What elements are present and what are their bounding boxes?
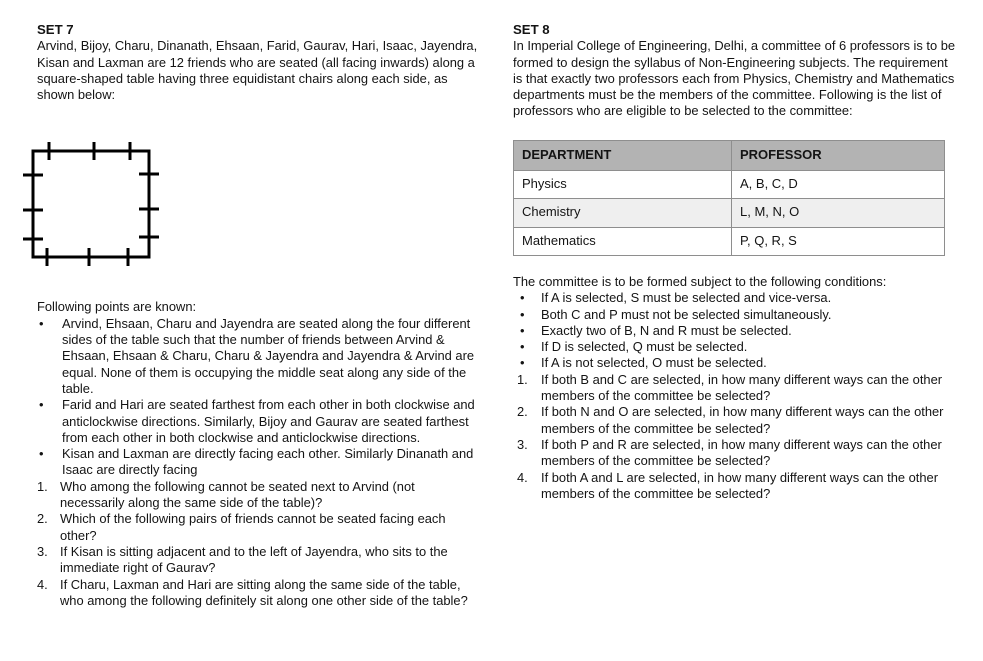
bullet-marker: • bbox=[520, 339, 525, 355]
bullet-marker: • bbox=[520, 355, 525, 371]
set7-title: SET 7 bbox=[37, 22, 74, 37]
bullet-marker: • bbox=[39, 315, 44, 331]
bullet-marker: • bbox=[520, 322, 525, 338]
question-item bbox=[513, 372, 958, 405]
column-header-department: DEPARTMENT bbox=[514, 140, 732, 170]
set7-bullets bbox=[37, 316, 481, 479]
bullet-marker: • bbox=[520, 306, 525, 322]
bullet-text: Farid and Hari are seated farthest from each other in both clockwise and anticlockwise directions. Similarly, Bijoy and Gaurav are seated farthest from each other in both clockwise and anticlockwise directions. bbox=[62, 397, 475, 445]
condition-text: Both C and P must not be selected simultaneously. bbox=[541, 306, 832, 322]
eligible-professors-table bbox=[513, 140, 945, 256]
question-text: If both A and L are selected, in how many different ways can the other members of the committee be selected? bbox=[541, 469, 938, 501]
question-item bbox=[37, 511, 481, 544]
list-item bbox=[513, 339, 958, 355]
question-text: If both N and O are selected, in how many different ways can the other members of the committee be selected? bbox=[541, 404, 944, 436]
department-cell: Mathematics bbox=[514, 227, 732, 255]
square-table-svg bbox=[15, 139, 161, 269]
list-item bbox=[513, 323, 958, 339]
department-cell: Chemistry bbox=[514, 199, 732, 227]
list-item bbox=[513, 290, 958, 306]
question-text: Which of the following pairs of friends cannot be seated facing each other? bbox=[60, 511, 446, 543]
condition-text: If D is selected, Q must be selected. bbox=[541, 339, 748, 355]
question-number: 4. bbox=[517, 469, 528, 485]
set7-points-heading: Following points are known: bbox=[37, 299, 197, 315]
professor-cell: A, B, C, D bbox=[732, 171, 945, 199]
question-number: 1. bbox=[517, 371, 528, 387]
table-row bbox=[514, 227, 945, 255]
question-number: 2. bbox=[517, 404, 528, 420]
bullet-marker: • bbox=[520, 290, 525, 306]
table-row bbox=[514, 171, 945, 199]
department-cell: Physics bbox=[514, 171, 732, 199]
bullet-marker: • bbox=[39, 397, 44, 413]
column-header-professor: PROFESSOR bbox=[732, 140, 945, 170]
bullet-marker: • bbox=[39, 446, 44, 462]
list-item bbox=[37, 316, 481, 397]
set7-intro: Arvind, Bijoy, Charu, Dinanath, Ehsaan, Farid, Gaurav, Hari, Isaac, Jayendra, Kisan and Laxman are 12 friends who are seated (all facing inwards) along a square-shaped table having three equidistant chairs along each side, as shown below: bbox=[37, 38, 478, 103]
condition-text: If A is selected, S must be selected and vice-versa. bbox=[541, 290, 832, 306]
set8-title: SET 8 bbox=[513, 22, 550, 37]
question-number: 2. bbox=[37, 511, 48, 527]
question-item bbox=[37, 577, 481, 610]
set8-section bbox=[513, 22, 958, 502]
set8-conditions bbox=[513, 290, 958, 371]
list-item bbox=[37, 446, 481, 479]
question-number: 1. bbox=[37, 478, 48, 494]
list-item bbox=[513, 355, 958, 371]
set8-questions bbox=[513, 372, 958, 502]
table-row bbox=[514, 199, 945, 227]
question-text: If Charu, Laxman and Hari are sitting along the same side of the table, who among the following definitely sit along one other side of the table? bbox=[60, 576, 468, 608]
question-number: 4. bbox=[37, 576, 48, 592]
professor-cell: L, M, N, O bbox=[732, 199, 945, 227]
question-text: If Kisan is sitting adjacent and to the left of Jayendra, who sits to the immediate right of Gaurav? bbox=[60, 543, 448, 576]
question-item bbox=[37, 479, 481, 512]
professor-cell: P, Q, R, S bbox=[732, 227, 945, 255]
condition-text: If A is not selected, O must be selected. bbox=[541, 355, 767, 371]
question-number: 3. bbox=[37, 543, 48, 559]
list-item bbox=[513, 307, 958, 323]
question-text: If both B and C are selected, in how many different ways can the other members of the committee be selected? bbox=[541, 371, 943, 404]
set8-intro: In Imperial College of Engineering, Delhi, a committee of 6 professors is to be formed to design the syllabus of Non-Engineering subjects. The requirement is that exactly two professors each from Physics, Chemistry and Mathematics departments must be the members of the committee. Following is the list of professors who are eligible to be selected to the committee: bbox=[513, 38, 956, 119]
set7-section bbox=[37, 22, 481, 609]
bullet-text: Arvind, Ehsaan, Charu and Jayendra are seated along the four different sides of the table such that the number of friends between Arvind & Ehsaan, Ehsaan & Charu, Charu & Jayendra and Jayendra & Arvind are equal. None of them is occupying the middle seat along any side of the table. bbox=[62, 315, 475, 396]
list-item bbox=[37, 397, 481, 446]
question-text: If both P and R are selected, in how many different ways can the other members of the committee be selected? bbox=[541, 436, 942, 469]
question-text: Who among the following cannot be seated next to Arvind (not necessarily along the same side of the table)? bbox=[60, 478, 415, 511]
question-item bbox=[513, 470, 958, 503]
condition-text: Exactly two of B, N and R must be selected. bbox=[541, 322, 792, 338]
set7-questions bbox=[37, 479, 481, 609]
bullet-text: Kisan and Laxman are directly facing each other. Similarly Dinanath and Isaac are directly facing bbox=[62, 446, 474, 478]
set8-conditions-heading: The committee is to be formed subject to the following conditions: bbox=[513, 273, 887, 289]
table-header-row bbox=[514, 140, 945, 170]
table-outline bbox=[33, 151, 149, 257]
question-number: 3. bbox=[517, 436, 528, 452]
question-item bbox=[513, 404, 958, 437]
question-item bbox=[37, 544, 481, 577]
question-item bbox=[513, 437, 958, 470]
square-table-diagram bbox=[15, 139, 481, 271]
